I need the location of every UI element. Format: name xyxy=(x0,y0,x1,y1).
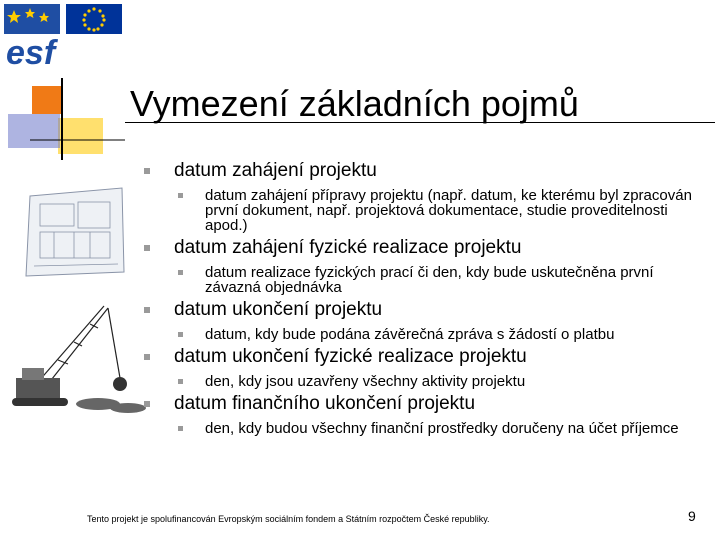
list-item xyxy=(140,346,700,368)
list-item xyxy=(140,160,700,182)
sub-list-item xyxy=(140,188,700,233)
sub-item-text: den, kdy budou všechny finanční prostředky doručeny na účet příjemce xyxy=(205,420,679,437)
item-text: datum ukončení projektu xyxy=(174,299,383,320)
bullet-square-icon xyxy=(144,307,150,313)
item-text: datum zahájení projektu xyxy=(174,160,377,181)
bullet-square-icon xyxy=(144,168,150,174)
item-text: datum ukončení fyzické realizace projektu xyxy=(174,346,527,367)
esf-logo xyxy=(4,4,124,66)
bullet-square-icon xyxy=(178,332,183,337)
bullet-square-icon xyxy=(178,193,183,198)
bullet-square-icon xyxy=(144,354,150,360)
bullet-list xyxy=(140,160,700,440)
list-item xyxy=(140,237,700,259)
bullet-square-icon xyxy=(144,245,150,251)
esf-logo-text: esf xyxy=(6,34,56,66)
bullet-square-icon xyxy=(178,270,183,275)
sub-item-text: datum, kdy bude podána závěrečná zpráva s žádostí o platbu xyxy=(205,326,615,343)
bullet-square-icon xyxy=(178,426,183,431)
sub-list-item xyxy=(140,421,700,436)
page-number: 9 xyxy=(688,508,696,524)
decorative-squares xyxy=(0,78,125,168)
sub-list-item xyxy=(140,374,700,389)
item-text: datum finančního ukončení projektu xyxy=(174,393,476,414)
bullet-square-icon xyxy=(144,401,150,407)
sub-item-text: datum zahájení přípravy projektu (např. datum, ke kterému byl zpracován první dokument, např. projektová dokumentace, studie proveditelnosti apod.) xyxy=(205,187,692,234)
footer-note: Tento projekt je spolufinancován Evropským sociálním fondem a Státním rozpočtem České republiky. xyxy=(87,514,490,524)
sub-list-item xyxy=(140,327,700,342)
sub-item-text: den, kdy jsou uzavřeny všechny aktivity projektu xyxy=(205,373,526,390)
page-title: Vymezení základních pojmů xyxy=(130,83,579,124)
list-item xyxy=(140,393,700,415)
list-item xyxy=(140,299,700,321)
bullet-square-icon xyxy=(178,379,183,384)
crane-illustration xyxy=(8,300,158,420)
sub-list-item xyxy=(140,265,700,295)
blueprint-illustration xyxy=(24,186,128,278)
sub-item-text: datum realizace fyzických prací či den, kdy bude uskutečněna první závazná objednávka xyxy=(205,264,654,296)
item-text: datum zahájení fyzické realizace projektu xyxy=(174,237,522,258)
